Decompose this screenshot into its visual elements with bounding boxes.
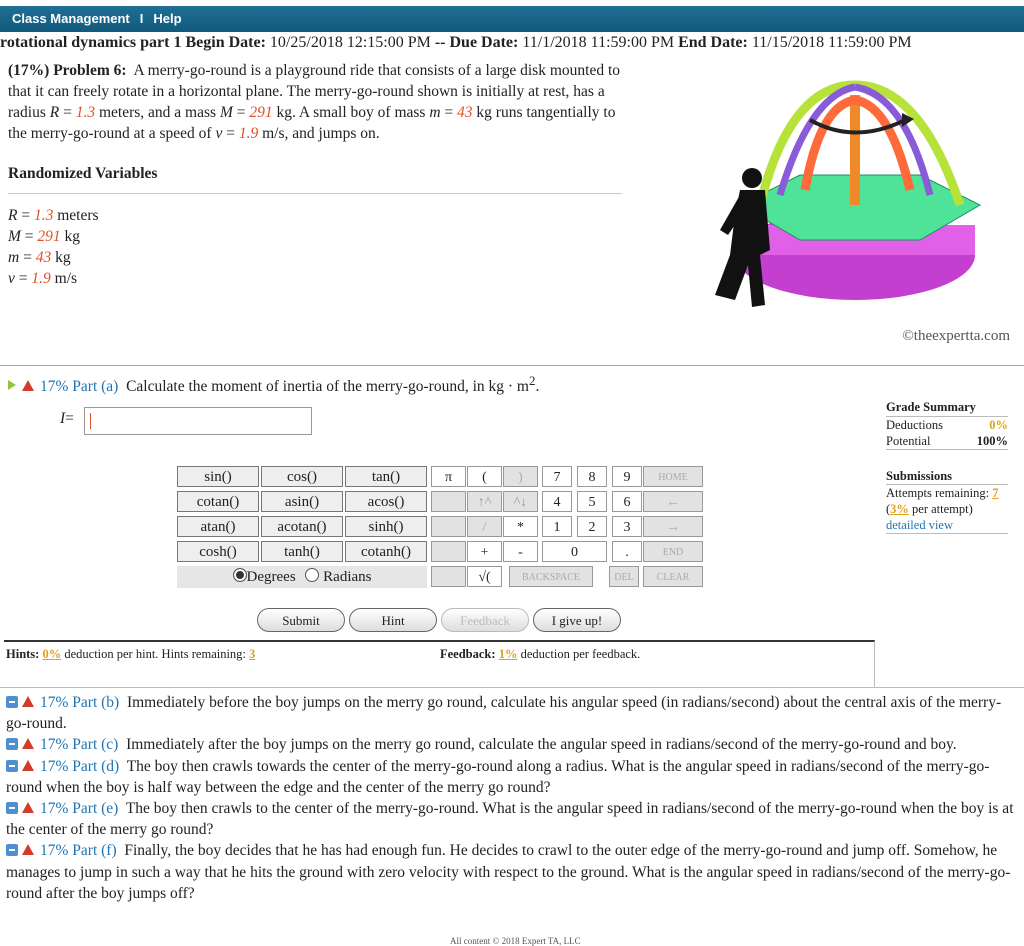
- potential-row: [886, 433, 1008, 450]
- part-text: The boy then crawls towards the center of the merry-go-round along a radius. What is the angular speed in radians/second of the merry-go-round when the boy is half way between the edge and the center of the merry go round?: [6, 757, 990, 796]
- degrees-radio[interactable]: [233, 568, 247, 582]
- collapse-icon[interactable]: [6, 760, 18, 772]
- nav-bar: [0, 6, 1024, 32]
- var-line-m: m = 43 kg: [8, 249, 71, 266]
- feedback-pct: 1%: [498, 647, 518, 661]
- merry-go-round-illustration: [690, 65, 990, 330]
- collapse-icon[interactable]: [6, 696, 18, 708]
- var-line-v: v = 1.9 m/s: [8, 270, 78, 287]
- var-unit: kg: [51, 249, 71, 266]
- var-R: R: [49, 104, 60, 121]
- part-a-header: [8, 373, 539, 396]
- feedback-button[interactable]: Feedback: [441, 608, 529, 632]
- assignment-header: [0, 34, 1024, 52]
- var-symbol: R: [8, 207, 18, 224]
- hints-remaining: 3: [249, 647, 256, 661]
- key-plus[interactable]: +: [467, 541, 502, 562]
- nav-separator: I: [139, 11, 144, 26]
- key-9[interactable]: 9: [612, 466, 642, 487]
- problem-text-3: kg. A small boy of mass: [272, 104, 430, 121]
- part-pct: 17%: [40, 736, 69, 754]
- part-text: Finally, the boy decides that he has had enough fun. He decides to crawl to the outer edge of the merry-go-round and jump off. Somehow, he manages to jump in such a way that he hits the ground with zero velocity with respect to the ground. What is the angular speed in radians/second of the merry-go-round after the boy jumps off?: [6, 842, 1011, 902]
- part-pct: 17%: [40, 842, 69, 860]
- key-lparen[interactable]: (: [467, 466, 502, 487]
- key-6[interactable]: 6: [612, 491, 642, 512]
- part-pct: 17%: [40, 757, 69, 775]
- top-bar: [0, 0, 1024, 34]
- part-label: Part (e): [72, 800, 119, 818]
- copyright-text: ©theexpertta.com: [902, 328, 1010, 344]
- part-pct: 17%: [40, 694, 69, 711]
- part-a-sup: 2: [528, 373, 536, 388]
- part-text: Immediately before the boy jumps on the merry go round, calculate his angular speed (in radians/second) about the central axis of the merry-go-round.: [6, 694, 1002, 733]
- footer-text: All content © 2018 Expert TA, LLC: [450, 936, 581, 946]
- attempts-value: 7: [992, 486, 999, 500]
- var-symbol: M: [8, 228, 21, 245]
- var-value: 43: [35, 249, 52, 266]
- answer-var: I: [60, 410, 66, 427]
- due-date: 11/1/2018 11:59:00 PM: [522, 34, 675, 51]
- part-f[interactable]: [6, 840, 1021, 904]
- warning-icon: [22, 696, 34, 707]
- key-blank: [431, 541, 466, 562]
- key-down[interactable]: ^↓: [503, 491, 538, 512]
- part-a-label: Part (a): [72, 378, 119, 396]
- per-attempt-text: per attempt): [908, 502, 973, 516]
- section-divider: [0, 365, 1024, 366]
- key-blank: [431, 516, 466, 537]
- var-m: m: [429, 104, 441, 121]
- part-e[interactable]: [6, 798, 1021, 840]
- key-3[interactable]: 3: [612, 516, 642, 537]
- key-clear[interactable]: CLEAR: [643, 566, 703, 587]
- problem-header: (17%) Problem 6:: [8, 62, 127, 79]
- problem-text-5: m/s, and jumps on.: [258, 125, 380, 142]
- fn-asin[interactable]: asin(): [261, 491, 343, 512]
- key-sqrt[interactable]: √(: [467, 566, 502, 587]
- key-0[interactable]: 0: [542, 541, 607, 562]
- key-7[interactable]: 7: [542, 466, 572, 487]
- fn-cotanh[interactable]: cotanh(): [345, 541, 427, 562]
- give-up-button[interactable]: I give up!: [533, 608, 621, 632]
- var-unit: kg: [60, 228, 81, 245]
- fn-cotan[interactable]: cotan(): [177, 491, 259, 512]
- fn-sin[interactable]: sin(): [177, 466, 259, 487]
- eq: =: [232, 104, 250, 121]
- part-text: Immediately after the boy jumps on the merry go round, calculate the angular speed in radians/second of the merry-go-round and boy.: [126, 736, 957, 754]
- var-line-R: R = 1.3 meters: [8, 207, 99, 224]
- warning-icon: [22, 760, 34, 771]
- eq: =: [59, 104, 76, 121]
- value-m: 43: [457, 104, 473, 121]
- grade-summary-title: Grade Summary: [886, 400, 1008, 417]
- expand-arrow-icon[interactable]: [8, 380, 16, 390]
- answer-input[interactable]: [84, 407, 312, 435]
- deductions-row: [886, 417, 1008, 433]
- var-line-M: M = 291 kg: [8, 228, 81, 245]
- randomized-title: Randomized Variables: [8, 165, 158, 182]
- warning-icon: [22, 802, 34, 813]
- value-v: 1.9: [238, 125, 259, 142]
- answer-label: [60, 410, 74, 428]
- other-parts: [6, 692, 1021, 904]
- key-star[interactable]: *: [503, 516, 538, 537]
- feedback-info: [440, 647, 640, 662]
- warning-icon: [22, 380, 34, 391]
- part-a-question: Calculate the moment of inertia of the merry-go-round, in kg · m: [126, 378, 529, 396]
- hints-feedback-bar: [4, 640, 875, 688]
- key-home[interactable]: HOME: [643, 466, 703, 487]
- attempts-line: [886, 485, 1008, 501]
- key-left[interactable]: ←: [643, 491, 703, 512]
- var-M: M: [219, 104, 233, 121]
- due-label: Due Date:: [449, 34, 519, 51]
- var-value: 1.9: [31, 270, 51, 287]
- answer-eq: =: [65, 410, 74, 427]
- feedback-label: Feedback:: [440, 647, 496, 661]
- divider: [8, 193, 622, 194]
- part-b[interactable]: [6, 692, 1021, 734]
- deductions-label: Deductions: [886, 418, 943, 432]
- key-slash[interactable]: /: [467, 516, 502, 537]
- collapse-icon[interactable]: [6, 738, 18, 750]
- radians-label: Radians: [323, 569, 372, 585]
- key-end[interactable]: END: [643, 541, 703, 562]
- warning-icon: [22, 844, 34, 855]
- key-blank: [431, 491, 466, 512]
- part-label: Part (d): [72, 757, 120, 775]
- per-attempt-pct: 3%: [890, 502, 909, 516]
- part-text: The boy then crawls to the center of the merry-go-round. What is the angular speed in radians/second of the merry-go-round when the boy is at the center of the merry go round?: [6, 800, 1014, 839]
- part-c[interactable]: [6, 734, 1021, 755]
- var-v: v: [215, 125, 223, 142]
- key-backspace[interactable]: BACKSPACE: [509, 566, 593, 587]
- assignment-title: rotational dynamics part 1: [0, 34, 182, 51]
- key-1[interactable]: 1: [542, 516, 572, 537]
- grade-summary: [886, 400, 1008, 450]
- key-dot[interactable]: .: [612, 541, 642, 562]
- fn-atan[interactable]: atan(): [177, 516, 259, 537]
- paren: (: [886, 502, 891, 516]
- submissions-panel: [886, 468, 1008, 534]
- randomized-variables: [8, 205, 99, 289]
- var-unit: meters: [53, 207, 99, 224]
- hints-text: deduction per hint. Hints remaining:: [61, 647, 246, 661]
- collapse-icon[interactable]: [6, 802, 18, 814]
- eq: =: [440, 104, 458, 121]
- hints-info: [6, 647, 255, 662]
- end-date: 11/15/2018 11:59:00 PM: [751, 34, 912, 51]
- key-8[interactable]: 8: [577, 466, 607, 487]
- nav-class-management[interactable]: Class Management: [12, 11, 130, 26]
- end-label: End Date:: [678, 34, 748, 51]
- value-R: 1.3: [75, 104, 96, 121]
- date-dash: --: [434, 34, 446, 51]
- var-value: 1.3: [33, 207, 54, 224]
- key-blank: [431, 566, 466, 587]
- key-5[interactable]: 5: [577, 491, 607, 512]
- key-up[interactable]: ↑^: [467, 491, 502, 512]
- hint-button[interactable]: Hint: [349, 608, 437, 632]
- problem-text-2: meters, and a mass: [95, 104, 220, 121]
- part-a-pct: 17%: [40, 378, 69, 396]
- problem-text-4: kg runs tangentially to the merry-go-round at a speed of: [8, 104, 616, 142]
- potential-label: Potential: [886, 434, 931, 448]
- detailed-view-link[interactable]: detailed view: [886, 517, 1008, 534]
- part-d[interactable]: [6, 756, 1021, 798]
- var-value: 291: [37, 228, 61, 245]
- fn-cosh[interactable]: cosh(): [177, 541, 259, 562]
- key-del[interactable]: DEL: [609, 566, 639, 587]
- begin-label: Begin Date:: [185, 34, 266, 51]
- submissions-title: Submissions: [886, 468, 1008, 485]
- key-rparen[interactable]: ): [503, 466, 538, 487]
- fn-acotan[interactable]: acotan(): [261, 516, 343, 537]
- nav-help[interactable]: Help: [153, 11, 182, 26]
- key-4[interactable]: 4: [542, 491, 572, 512]
- warning-icon: [22, 738, 34, 749]
- key-right[interactable]: →: [643, 516, 703, 537]
- value-M: 291: [249, 104, 273, 121]
- radians-radio[interactable]: [305, 568, 319, 582]
- divider: [0, 687, 1024, 688]
- part-pct: 17%: [40, 800, 69, 818]
- key-pi[interactable]: π: [431, 466, 466, 487]
- deductions-value: 0%: [989, 418, 1008, 432]
- hints-label: Hints:: [6, 647, 40, 661]
- degrees-label: Degrees: [246, 569, 296, 585]
- hints-pct: 0%: [42, 647, 62, 661]
- attempts-label: Attempts remaining:: [886, 486, 990, 500]
- collapse-icon[interactable]: [6, 844, 18, 856]
- key-2[interactable]: 2: [577, 516, 607, 537]
- fn-acos[interactable]: acos(): [345, 491, 427, 512]
- part-label: Part (b): [72, 694, 120, 711]
- var-unit: m/s: [50, 270, 78, 287]
- fn-tan[interactable]: tan(): [345, 466, 427, 487]
- part-label: Part (c): [72, 736, 119, 754]
- feedback-text: deduction per feedback.: [517, 647, 641, 661]
- eq: =: [222, 125, 239, 142]
- fn-sinh[interactable]: sinh(): [345, 516, 427, 537]
- part-label: Part (f): [72, 842, 117, 860]
- key-minus[interactable]: -: [503, 541, 538, 562]
- var-symbol: v: [8, 270, 15, 287]
- problem-text-1: A merry-go-round is a playground ride that consists of a large disk mounted to that it can freely rotate in a horizontal plane. The merry-go-round shown is initially at rest, has a radius: [8, 62, 621, 121]
- per-attempt-line: [886, 501, 1008, 517]
- var-symbol: m: [8, 249, 20, 266]
- begin-date: 10/25/2018 12:15:00 PM: [269, 34, 431, 51]
- submit-button[interactable]: Submit: [257, 608, 345, 632]
- angle-mode: [177, 566, 427, 588]
- potential-value: 100%: [976, 434, 1008, 448]
- fn-tanh[interactable]: tanh(): [261, 541, 343, 562]
- problem-statement: [8, 60, 623, 144]
- part-a-end: .: [535, 378, 540, 396]
- fn-cos[interactable]: cos(): [261, 466, 343, 487]
